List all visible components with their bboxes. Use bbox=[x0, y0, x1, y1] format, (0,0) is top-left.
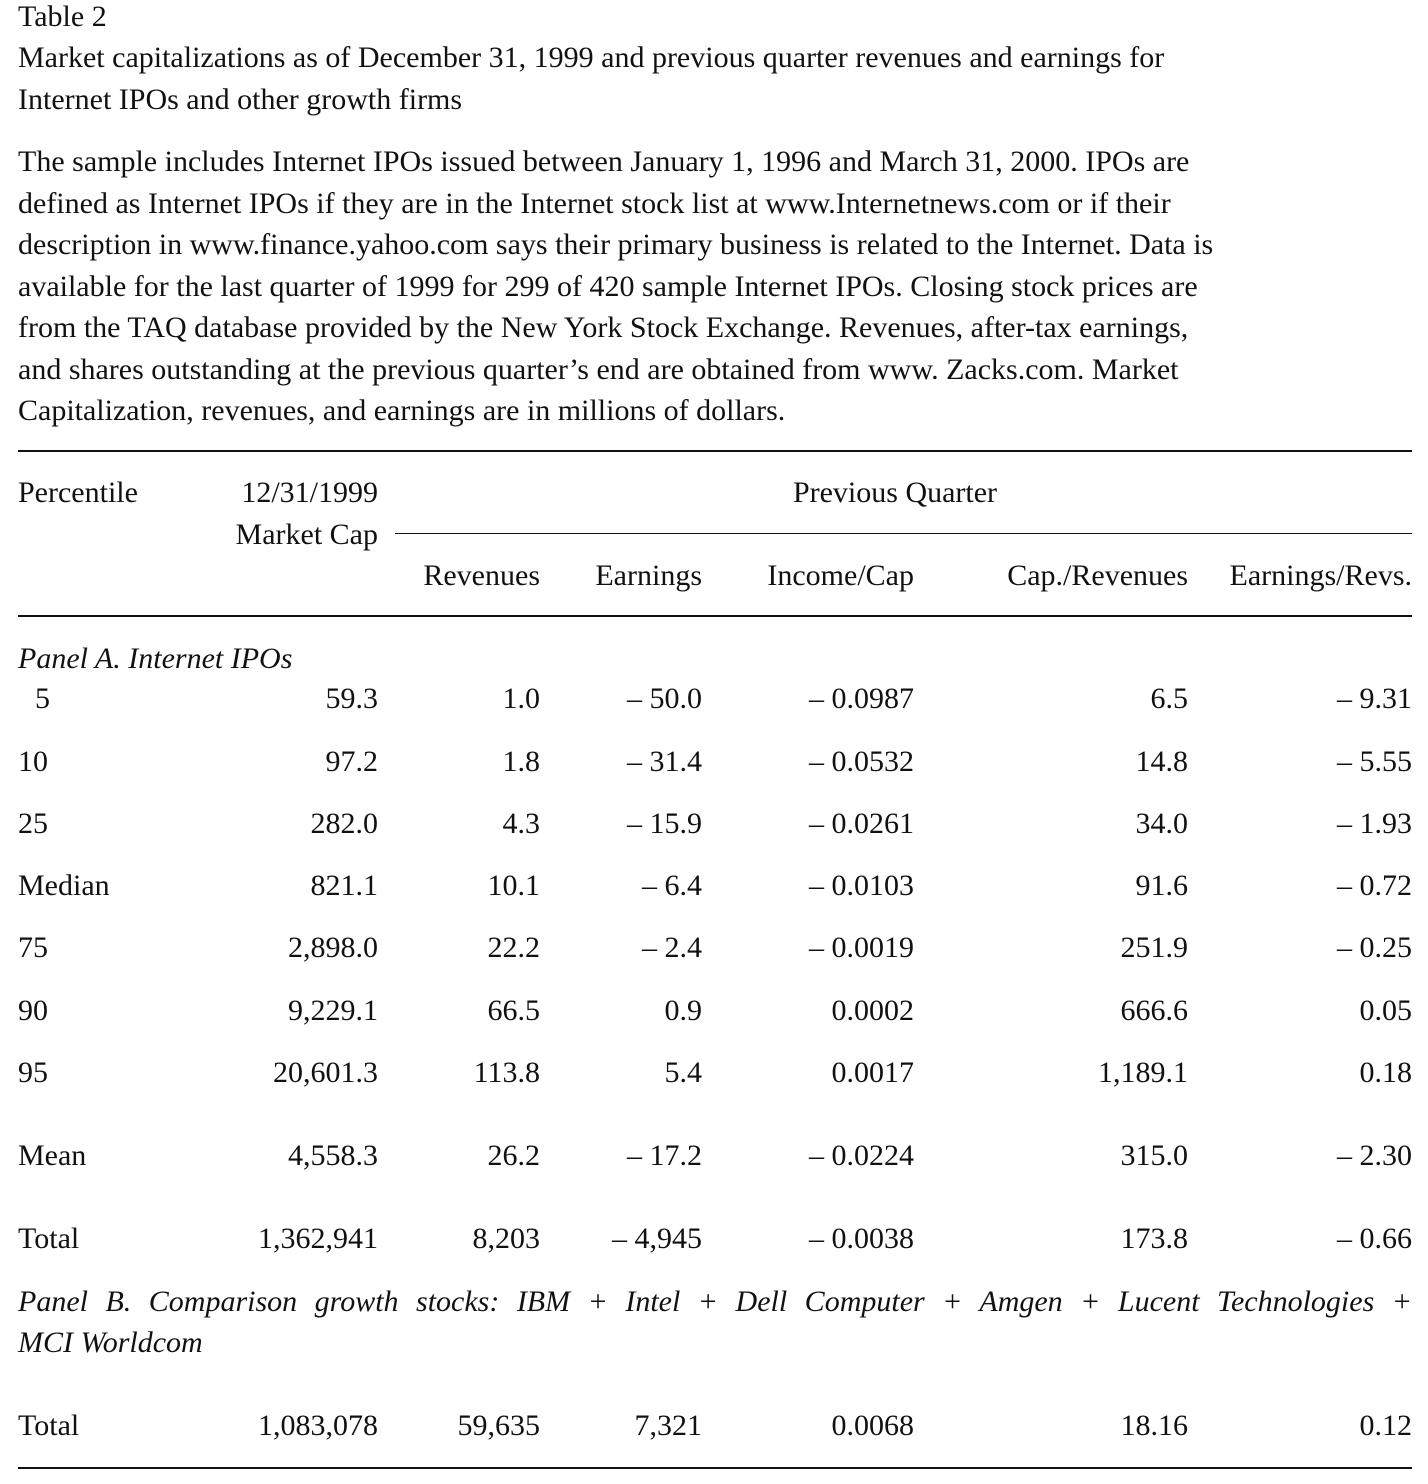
panel-b-title-line: MCI Worldcom bbox=[18, 1326, 203, 1359]
income-cap-cell: – 0.0103 bbox=[809, 869, 914, 902]
table-top-rule bbox=[18, 450, 1412, 452]
revenues-cell: 10.1 bbox=[487, 869, 540, 902]
cap-revenues-cell: 315.0 bbox=[1120, 1139, 1188, 1172]
header-cap-revenues: Cap./Revenues bbox=[1007, 559, 1188, 592]
revenues-cell: 4.3 bbox=[502, 807, 540, 840]
percentile-cell: 10 bbox=[18, 745, 48, 778]
revenues-cell: 8,203 bbox=[472, 1222, 540, 1255]
earnings-cell: 0.9 bbox=[664, 994, 702, 1027]
cap-revenues-cell: 91.6 bbox=[1135, 869, 1188, 902]
table-label: Table 2 bbox=[18, 0, 107, 33]
market-cap-cell: 4,558.3 bbox=[288, 1139, 378, 1172]
income-cap-cell: – 0.0987 bbox=[809, 682, 914, 715]
header-revenues: Revenues bbox=[423, 559, 540, 592]
cap-revenues-cell: 14.8 bbox=[1135, 745, 1188, 778]
revenues-cell: 66.5 bbox=[487, 994, 540, 1027]
earnings-cell: – 2.4 bbox=[642, 931, 702, 964]
earnings-revs-cell: – 2.30 bbox=[1337, 1139, 1412, 1172]
cap-revenues-cell: 1,189.1 bbox=[1098, 1056, 1188, 1089]
header-previous-quarter: Previous Quarter bbox=[792, 476, 998, 509]
market-cap-cell: 9,229.1 bbox=[288, 994, 378, 1027]
description-line: description in www.finance.yahoo.com says their primary business is related to the Internet. Data is bbox=[18, 228, 1214, 261]
market-cap-cell: 1,083,078 bbox=[258, 1409, 378, 1442]
earnings-revs-cell: – 5.55 bbox=[1337, 745, 1412, 778]
header-percentile: Percentile bbox=[18, 476, 138, 509]
revenues-cell: 59,635 bbox=[457, 1409, 540, 1442]
income-cap-cell: 0.0068 bbox=[831, 1409, 914, 1442]
earnings-cell: – 15.9 bbox=[627, 807, 702, 840]
market-cap-cell: 2,898.0 bbox=[288, 931, 378, 964]
percentile-cell: Median bbox=[18, 869, 110, 902]
header-bottom-rule bbox=[18, 615, 1412, 617]
percentile-cell: 95 bbox=[18, 1056, 48, 1089]
market-cap-cell: 97.2 bbox=[325, 745, 378, 778]
income-cap-cell: 0.0002 bbox=[831, 994, 914, 1027]
description-line: Capitalization, revenues, and earnings are in millions of dollars. bbox=[18, 394, 786, 427]
percentile-cell: 90 bbox=[18, 994, 48, 1027]
table-title-line: Internet IPOs and other growth firms bbox=[18, 82, 463, 116]
revenues-cell: 1.0 bbox=[502, 682, 540, 715]
percentile-cell: 75 bbox=[18, 931, 48, 964]
earnings-revs-cell: 0.18 bbox=[1359, 1056, 1412, 1089]
cap-revenues-cell: 6.5 bbox=[1150, 682, 1188, 715]
header-earnings-revs: Earnings/Revs. bbox=[1229, 559, 1412, 592]
description-line: available for the last quarter of 1999 for 299 of 420 sample Internet IPOs. Closing stock prices are bbox=[18, 269, 1198, 303]
previous-quarter-rule bbox=[395, 533, 1412, 534]
percentile-cell: Total bbox=[18, 1409, 80, 1442]
earnings-revs-cell: – 9.31 bbox=[1337, 682, 1412, 715]
percentile-cell: Mean bbox=[18, 1139, 87, 1172]
earnings-revs-cell: 0.12 bbox=[1359, 1409, 1412, 1442]
header-market-cap: Market Cap bbox=[235, 518, 378, 551]
earnings-revs-cell: 0.05 bbox=[1359, 994, 1412, 1027]
market-cap-cell: 282.0 bbox=[310, 807, 378, 840]
market-cap-cell: 821.1 bbox=[310, 869, 378, 902]
percentile-cell: 25 bbox=[18, 807, 48, 840]
earnings-revs-cell: – 0.72 bbox=[1337, 869, 1412, 902]
earnings-revs-cell: – 1.93 bbox=[1337, 807, 1412, 840]
market-cap-cell: 1,362,941 bbox=[258, 1222, 378, 1255]
earnings-cell: 7,321 bbox=[634, 1409, 702, 1442]
revenues-cell: 1.8 bbox=[502, 745, 540, 778]
table-title-line: Market capitalizations as of December 31, 1999 and previous quarter revenues and earnings for bbox=[18, 41, 1165, 74]
income-cap-cell: 0.0017 bbox=[831, 1056, 914, 1089]
income-cap-cell: – 0.0019 bbox=[809, 931, 914, 964]
table-title bbox=[18, 37, 1412, 120]
earnings-cell: – 31.4 bbox=[627, 745, 702, 778]
cap-revenues-cell: 173.8 bbox=[1120, 1222, 1188, 1255]
description-line: defined as Internet IPOs if they are in the Internet stock list at www.Internetnews.com or if their bbox=[18, 186, 1171, 220]
earnings-cell: – 4,945 bbox=[612, 1222, 702, 1255]
earnings-cell: 5.4 bbox=[664, 1056, 702, 1089]
earnings-revs-cell: – 0.66 bbox=[1337, 1222, 1412, 1255]
income-cap-cell: – 0.0224 bbox=[809, 1139, 914, 1172]
earnings-cell: – 50.0 bbox=[627, 682, 702, 715]
cap-revenues-cell: 34.0 bbox=[1135, 807, 1188, 840]
table-bottom-rule bbox=[18, 1467, 1412, 1469]
description-line: from the TAQ database provided by the New York Stock Exchange. Revenues, after-tax earnings, bbox=[18, 311, 1189, 344]
panel-a-title: Panel A. Internet IPOs bbox=[18, 642, 293, 675]
header-income-cap: Income/Cap bbox=[767, 559, 914, 592]
table-description bbox=[18, 141, 1412, 432]
description-line: The sample includes Internet IPOs issued between January 1, 1996 and March 31, 2000. IPOs are bbox=[18, 145, 1190, 178]
earnings-cell: – 6.4 bbox=[642, 869, 702, 902]
market-cap-cell: 20,601.3 bbox=[273, 1056, 378, 1089]
income-cap-cell: – 0.0038 bbox=[809, 1222, 914, 1255]
revenues-cell: 22.2 bbox=[487, 931, 540, 964]
header-earnings: Earnings bbox=[595, 559, 702, 592]
income-cap-cell: – 0.0532 bbox=[809, 745, 914, 778]
cap-revenues-cell: 251.9 bbox=[1120, 931, 1188, 964]
cap-revenues-cell: 666.6 bbox=[1120, 994, 1188, 1027]
description-line: and shares outstanding at the previous quarter’s end are obtained from www. Zacks.com. Market bbox=[18, 352, 1179, 386]
cap-revenues-cell: 18.16 bbox=[1120, 1409, 1188, 1442]
revenues-cell: 113.8 bbox=[473, 1056, 540, 1089]
percentile-cell: 5 bbox=[35, 682, 50, 715]
earnings-revs-cell: – 0.25 bbox=[1337, 931, 1412, 964]
earnings-cell: – 17.2 bbox=[627, 1139, 702, 1172]
revenues-cell: 26.2 bbox=[487, 1139, 540, 1172]
panel-b-title-line: Panel B. Comparison growth stocks: IBM + Intel + Dell Computer + Amgen + Lucent Technologies + bbox=[18, 1285, 1412, 1318]
income-cap-cell: – 0.0261 bbox=[809, 807, 914, 840]
market-cap-cell: 59.3 bbox=[325, 682, 378, 715]
header-market-cap-date: 12/31/1999 bbox=[241, 476, 378, 509]
percentile-cell: Total bbox=[18, 1222, 80, 1255]
